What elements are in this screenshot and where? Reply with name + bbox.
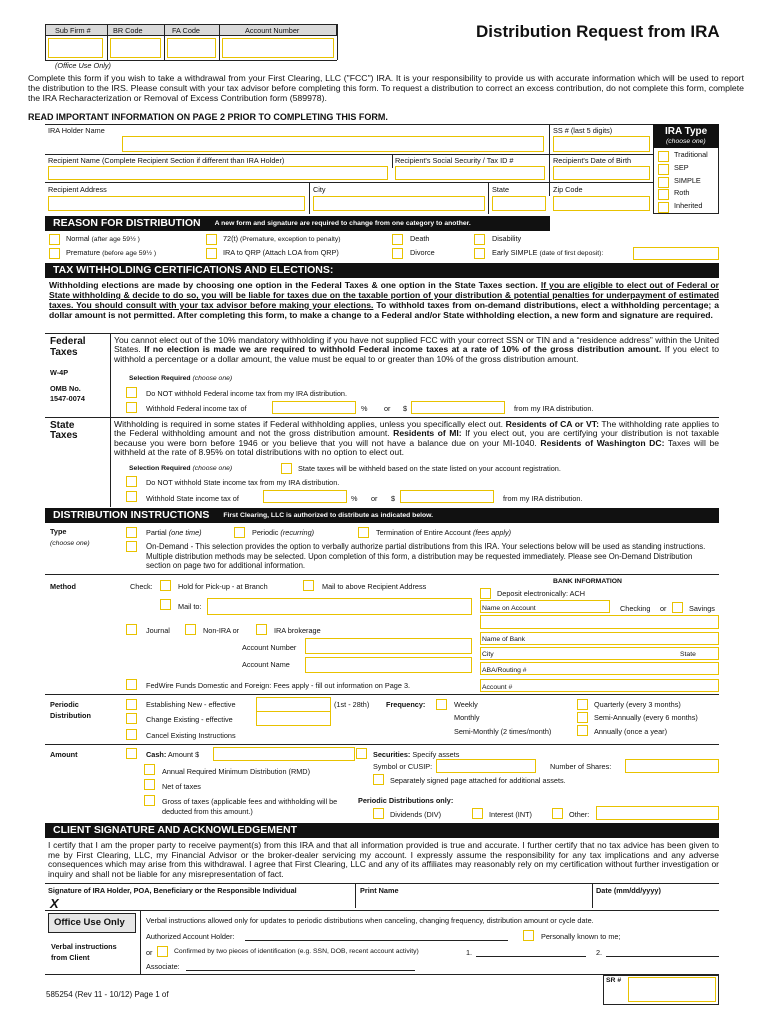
dividends-checkbox[interactable] bbox=[373, 808, 384, 819]
hold-pickup-label: Hold for Pick-up - at Branch bbox=[178, 582, 268, 591]
semi-annually-label: Semi-Annually (every 6 months) bbox=[594, 713, 698, 722]
ira-roth-label: Roth bbox=[674, 188, 690, 197]
id-2-label: 2. bbox=[596, 948, 603, 957]
72t-checkbox[interactable] bbox=[206, 234, 217, 245]
on-demand-text: On-Demand - This selection provides the option to verbally authorize partial distributions from this IRA. Your selections below will be used as standing instructions. Multiple distribution methods may be selected. Upon completion of this form, a distribution may be requested immediately. Please see On-Demand Distribution section on page two for additional information. bbox=[146, 542, 706, 570]
bank-state-label: State bbox=[680, 651, 696, 658]
fedwire-checkbox[interactable] bbox=[126, 679, 137, 690]
state-label-title: State bbox=[50, 420, 75, 431]
non-ira-checkbox[interactable] bbox=[185, 624, 196, 635]
fed-dollar-sign: $ bbox=[403, 404, 408, 413]
change-existing-checkbox[interactable] bbox=[126, 713, 137, 724]
premature-checkbox[interactable] bbox=[49, 248, 60, 259]
signature-x: X bbox=[50, 896, 59, 911]
early-simple-label: Early SIMPLE (date of first deposit): bbox=[492, 248, 604, 257]
gross-taxes-checkbox[interactable] bbox=[144, 795, 155, 806]
savings-label: Savings bbox=[689, 604, 715, 613]
premature-label: Premature (before age 59½ ) bbox=[66, 248, 157, 257]
rmd-checkbox[interactable] bbox=[144, 764, 155, 775]
mail-to-label: Mail to: bbox=[178, 602, 202, 611]
confirmed-id-label: Confirmed by two pieces of identification (e.g. SSN, DOB, recent account activity) bbox=[174, 948, 419, 955]
signature-label: Signature of IRA Holder, POA, Beneficiary or the Responsible Individual bbox=[48, 886, 297, 895]
bank-info-title: BANK INFORMATION bbox=[553, 578, 622, 585]
recipient-name-label: Recipient Name (Complete Recipient Section if different than IRA Holder) bbox=[48, 156, 285, 165]
monthly-label: Monthly bbox=[454, 713, 480, 722]
ss-last5-label: SS # (last 5 digits) bbox=[553, 126, 613, 135]
type-choose: (choose one) bbox=[50, 540, 90, 547]
journal-account-name-field[interactable] bbox=[305, 657, 472, 673]
or-label: or bbox=[146, 948, 153, 957]
separately-label: Separately signed page attached for additional assets. bbox=[390, 776, 566, 785]
no-state-withhold-checkbox[interactable] bbox=[126, 476, 137, 487]
name-of-bank-label: Name of Bank bbox=[482, 636, 526, 643]
fedwire-label: FedWire Funds Domestic and Foreign: Fees apply - fill out information on Page 3. bbox=[146, 681, 411, 690]
ira-sep-checkbox[interactable] bbox=[658, 164, 669, 175]
periodic-dist-label: Periodic bbox=[50, 700, 79, 709]
intro-text: Complete this form if you wish to take a withdrawal from your First Clearing, LLC ("FCC") IRA. It is your responsibility to provide us with accurate information which will be used to report the distribution to the IRS. Please consult with your tax advisor before completing this form. To request a distribution to correct an excess contribution, do not complete this form, complete the IRA Recharacterization or Removal of Excess Contribution form (589978). bbox=[28, 73, 744, 103]
annually-label: Annually (once a year) bbox=[594, 727, 668, 736]
on-demand-checkbox[interactable] bbox=[126, 541, 137, 552]
reason-header: REASON FOR DISTRIBUTION A new form and signature are required to change from one category to another. bbox=[45, 216, 550, 231]
rmd-label: Annual Required Minimum Distribution (RMD) bbox=[162, 767, 311, 776]
semi-annually-checkbox[interactable] bbox=[577, 712, 588, 723]
weekly-label: Weekly bbox=[454, 700, 478, 709]
quarterly-label: Quarterly (every 3 months) bbox=[594, 700, 681, 709]
fed-dollar-field[interactable] bbox=[411, 401, 505, 414]
mail-to-checkbox[interactable] bbox=[160, 599, 171, 610]
mail-above-label: Mail to above Recipient Address bbox=[322, 582, 427, 591]
verbal-allowed-text: Verbal instructions allowed only for updates to periodic distributions when canceling, changing frequency, distribution amount or cycle date. bbox=[146, 916, 594, 925]
semi-monthly-label: Semi-Monthly (2 times/month) bbox=[454, 727, 552, 736]
ira-type-title: IRA Type bbox=[665, 126, 708, 137]
state-percent-field[interactable] bbox=[263, 490, 347, 503]
sub-firm-label: Sub Firm # bbox=[55, 26, 91, 35]
certification-text: I certify that I am the proper party to receive payment(s) from this IRA and that all information provided is true and accurate. I further certify that no tax advice has been given to me by First Clearing, LLC, my Financial Advisor or the broker-dealer servicing my account. I expressly assume the responsibility for any tax implications and any adverse consequences which may arise from this withdrawal. I agree that First Clearing, LLC and any of its affiliates may reasonably rely on my certification without further investigation or inquiry and shall not be liable for any misrepresentation of fact. bbox=[48, 840, 719, 880]
name-on-account-label: Name on Account bbox=[482, 605, 536, 612]
death-checkbox[interactable] bbox=[392, 234, 403, 245]
periodic-checkbox[interactable] bbox=[234, 527, 245, 538]
state-text: Withholding is required in some states if Federal withholding applies, unless you specifically elect out. Residents of CA or VT: The withholding rate applies to the Federal withholding amount and not the gross distribution amount. Residents of MI: If you elect out, you are certifying your distribution is not taxable because you were born before 1946 or you believe that you will not have a balance due on your MI-1040. Residents of Washington DC: Taxes will be withheld at the rate of 8.95% on total distributions with no option to elect out. bbox=[114, 419, 720, 458]
withhold-state-checkbox[interactable] bbox=[126, 491, 137, 502]
partial-checkbox[interactable] bbox=[126, 527, 137, 538]
interest-label: Interest (INT) bbox=[489, 810, 532, 819]
early-simple-date-field[interactable] bbox=[633, 247, 719, 260]
state-based-label: State taxes will be withheld based on the state listed on your account registration. bbox=[298, 464, 561, 473]
federal-label: Federal bbox=[50, 336, 86, 347]
journal-label: Journal bbox=[146, 626, 170, 635]
ira-traditional-checkbox[interactable] bbox=[658, 151, 669, 162]
establishing-checkbox[interactable] bbox=[126, 699, 137, 710]
ss-last5-field[interactable] bbox=[553, 136, 650, 152]
normal-checkbox[interactable] bbox=[49, 234, 60, 245]
date-field[interactable] bbox=[596, 895, 718, 908]
cancel-existing-checkbox[interactable] bbox=[126, 729, 137, 740]
cash-amount-field[interactable] bbox=[213, 747, 355, 761]
checking-label: Checking bbox=[620, 604, 651, 613]
tax-intro: Withholding elections are made by choosing one option in the Federal Taxes & one option in the State Taxes section. If you are eligible to elect out of Federal or State withholding & decide to do so, you will be liable for taxes due on the taxable portion of your distribution & potential penalties for underpayment of estimated taxes. You should consult with your tax advisor before making your elections. To withhold taxes from on-demand distributions, elect a withholding percentage; a dollar amount is not permitted. After completing this form, to make a change to a Federal and/or State withholding election, a new form and signature are required. bbox=[49, 280, 719, 320]
divorce-checkbox[interactable] bbox=[392, 248, 403, 259]
ira-sep-label: SEP bbox=[674, 163, 689, 172]
recipient-ssn-field[interactable] bbox=[395, 166, 545, 180]
cash-checkbox[interactable] bbox=[126, 748, 137, 759]
associate-label: Associate: bbox=[146, 962, 180, 971]
date-range: (1st - 28th) bbox=[334, 700, 370, 709]
72t-label: 72(t) (Premature, exception to penalty) bbox=[223, 234, 341, 243]
print-name-label: Print Name bbox=[360, 886, 399, 895]
signature-field[interactable] bbox=[62, 895, 352, 908]
change-existing-date-field[interactable] bbox=[256, 711, 331, 726]
omb-number: 1547-0074 bbox=[50, 394, 85, 403]
disability-label: Disability bbox=[492, 234, 522, 243]
state-or: or bbox=[371, 494, 378, 503]
ira-inherited-checkbox[interactable] bbox=[658, 202, 669, 213]
ira-simple-label: SIMPLE bbox=[674, 176, 701, 185]
office-use-title: Office Use Only bbox=[54, 917, 125, 928]
city-field[interactable] bbox=[313, 196, 485, 211]
confirmed-id-checkbox[interactable] bbox=[157, 946, 168, 957]
other-label: Other: bbox=[569, 810, 590, 819]
fed-selection-required: Selection Required (choose one) bbox=[129, 375, 233, 382]
periodic-dist-label2: Distribution bbox=[50, 711, 91, 720]
state-dollar-sign: $ bbox=[391, 494, 396, 503]
state-label: State bbox=[492, 185, 510, 194]
method-label: Method bbox=[50, 582, 76, 591]
fed-percent-sign: % bbox=[361, 404, 368, 413]
journal-account-number-label: Account Number bbox=[242, 643, 297, 652]
weekly-checkbox[interactable] bbox=[436, 699, 447, 710]
distribution-header: DISTRIBUTION INSTRUCTIONS First Clearing, LLC is authorized to distribute as indicated below. bbox=[45, 508, 719, 523]
print-name-field[interactable] bbox=[359, 895, 589, 908]
mail-above-checkbox[interactable] bbox=[303, 580, 314, 591]
city-label: City bbox=[313, 185, 326, 194]
state-taxes-label: Taxes bbox=[50, 430, 78, 441]
id-1-label: 1. bbox=[466, 948, 473, 957]
quarterly-checkbox[interactable] bbox=[577, 699, 588, 710]
amount-label: Amount bbox=[50, 750, 78, 759]
normal-label: Normal (after age 59½ ) bbox=[66, 234, 140, 243]
early-simple-checkbox[interactable] bbox=[474, 248, 485, 259]
journal-checkbox[interactable] bbox=[126, 624, 137, 635]
state-selection-required: Selection Required (choose one) bbox=[129, 465, 233, 472]
interest-checkbox[interactable] bbox=[472, 808, 483, 819]
checking-or: or bbox=[660, 604, 667, 613]
omb-label: OMB No. bbox=[50, 384, 81, 393]
shares-field[interactable] bbox=[625, 759, 719, 773]
dividends-label: Dividends (DIV) bbox=[390, 810, 442, 819]
divorce-label: Divorce bbox=[410, 248, 435, 257]
recipient-dob-label: Recipient's Date of Birth bbox=[553, 156, 632, 165]
cash-label: Cash: Amount $ bbox=[146, 750, 200, 759]
state-from-ira: from my IRA distribution. bbox=[503, 494, 583, 503]
state-based-checkbox[interactable] bbox=[281, 463, 292, 474]
fa-code-label: FA Code bbox=[172, 26, 200, 35]
sr-field[interactable] bbox=[628, 977, 716, 1002]
federal-taxes-label: Taxes bbox=[50, 347, 78, 358]
ira-type-choose: (choose one) bbox=[666, 138, 706, 145]
bank-account-number-field[interactable] bbox=[480, 679, 719, 692]
partial-label: Partial (one time) bbox=[146, 528, 202, 537]
zip-field[interactable] bbox=[553, 196, 650, 211]
other-field[interactable] bbox=[596, 806, 719, 820]
ach-label: Deposit electronically: ACH bbox=[497, 589, 586, 598]
securities-label: Securities: Specify assets bbox=[373, 750, 460, 759]
other-checkbox[interactable] bbox=[552, 808, 563, 819]
periodic-label: Periodic (recurring) bbox=[252, 528, 315, 537]
journal-account-number-field[interactable] bbox=[305, 638, 472, 654]
qrp-label: IRA to QRP (Attach LOA from QRP) bbox=[223, 248, 339, 257]
ira-brokerage-label: IRA brokerage bbox=[274, 626, 321, 635]
page-title: Distribution Request from IRA bbox=[476, 22, 720, 41]
sub-firm-field[interactable] bbox=[48, 38, 103, 58]
mail-to-field[interactable] bbox=[207, 598, 472, 615]
recipient-ssn-label: Recipient's Social Security / Tax ID # bbox=[395, 156, 514, 165]
tax-header: TAX WITHHOLDING CERTIFICATIONS AND ELECTIONS: bbox=[45, 263, 719, 278]
no-fed-withhold-label: Do NOT withhold Federal income tax from my IRA distribution. bbox=[146, 389, 348, 398]
ira-roth-checkbox[interactable] bbox=[658, 189, 669, 200]
bank-account-name-field[interactable] bbox=[480, 615, 719, 629]
auth-holder-label: Authorized Account Holder: bbox=[146, 932, 235, 941]
fed-percent-field[interactable] bbox=[272, 401, 356, 414]
state-dollar-field[interactable] bbox=[400, 490, 494, 503]
no-fed-withhold-checkbox[interactable] bbox=[126, 387, 137, 398]
ira-brokerage-checkbox[interactable] bbox=[256, 624, 267, 635]
frequency-label: Frequency: bbox=[386, 700, 426, 709]
ira-simple-checkbox[interactable] bbox=[658, 177, 669, 188]
termination-label: Termination of Entire Account (fees apply) bbox=[376, 528, 512, 537]
bank-account-no-label: Account # bbox=[482, 684, 513, 691]
footer-form-number: 585254 (Rev 11 - 10/12) Page 1 of bbox=[46, 990, 169, 999]
office-use-only-note: (Office Use Only) bbox=[55, 61, 111, 70]
federal-text: You cannot elect out of the 10% mandatory withholding if you have not supplied FCC with your correct SSN or TIN and a “residence address” within the United States. If no election is made we are required to withhold Federal income taxes at a rate of 10% of the gross distribution amount. If you elect to withhold a percentage or a dollar amount, the value must be equal to or greater than 10% of the gross distribution amount. bbox=[114, 335, 719, 364]
ira-holder-name-field[interactable] bbox=[122, 136, 544, 152]
state-field[interactable] bbox=[492, 196, 546, 211]
br-code-field[interactable] bbox=[110, 38, 161, 58]
recipient-address-field[interactable] bbox=[48, 196, 305, 211]
separately-checkbox[interactable] bbox=[373, 774, 384, 785]
gross-taxes-label: Gross of taxes (applicable fees and withholding will be deducted from this amount.) bbox=[162, 797, 338, 816]
establishing-label: Establishing New - effective bbox=[146, 700, 236, 709]
withhold-state-label: Withhold State income tax of bbox=[146, 494, 239, 503]
securities-checkbox[interactable] bbox=[356, 748, 367, 759]
withhold-fed-checkbox[interactable] bbox=[126, 402, 137, 413]
verbal-from-label: Verbal instructions bbox=[51, 942, 117, 951]
ira-traditional-label: Traditional bbox=[674, 150, 708, 159]
qrp-checkbox[interactable] bbox=[206, 248, 217, 259]
ira-holder-name-label: IRA Holder Name bbox=[48, 126, 105, 135]
signature-header: CLIENT SIGNATURE AND ACKNOWLEDGEMENT bbox=[45, 823, 719, 838]
termination-checkbox[interactable] bbox=[358, 527, 369, 538]
death-label: Death bbox=[410, 234, 430, 243]
symbol-field[interactable] bbox=[436, 759, 536, 773]
net-taxes-checkbox[interactable] bbox=[144, 779, 155, 790]
check-label: Check: bbox=[130, 582, 153, 591]
date-label: Date (mm/dd/yyyy) bbox=[596, 886, 661, 895]
fed-from-ira: from my IRA distribution. bbox=[514, 404, 594, 413]
w4p-label: W-4P bbox=[50, 368, 69, 377]
ira-inherited-label: Inherited bbox=[674, 201, 703, 210]
recipient-dob-field[interactable] bbox=[553, 166, 650, 180]
cancel-existing-label: Cancel Existing Instructions bbox=[146, 731, 236, 740]
shares-label: Number of Shares: bbox=[550, 762, 612, 771]
type-label: Type bbox=[50, 527, 67, 536]
state-percent-sign: % bbox=[351, 494, 358, 503]
disability-checkbox[interactable] bbox=[474, 234, 485, 245]
recipient-name-field[interactable] bbox=[48, 166, 388, 180]
non-ira-label: Non-IRA or bbox=[203, 626, 240, 635]
net-taxes-label: Net of taxes bbox=[162, 782, 201, 791]
sr-label: SR # bbox=[606, 977, 622, 984]
ach-checkbox[interactable] bbox=[480, 588, 491, 599]
symbol-label: Symbol or CUSIP: bbox=[373, 762, 433, 771]
annually-checkbox[interactable] bbox=[577, 725, 588, 736]
bank-city-label: City bbox=[482, 651, 494, 658]
journal-account-name-label: Account Name bbox=[242, 660, 290, 669]
fed-or: or bbox=[384, 404, 391, 413]
periodic-dist-only: Periodic Distributions only: bbox=[358, 796, 454, 805]
change-existing-label: Change Existing - effective bbox=[146, 715, 233, 724]
read-important: READ IMPORTANT INFORMATION ON PAGE 2 PRIOR TO COMPLETING THIS FORM. bbox=[28, 112, 388, 122]
recipient-address-label: Recipient Address bbox=[48, 185, 107, 194]
withhold-fed-label: Withhold Federal income tax of bbox=[146, 404, 247, 413]
personally-known-checkbox[interactable] bbox=[523, 930, 534, 941]
zip-label: Zip Code bbox=[553, 185, 583, 194]
no-state-withhold-label: Do NOT withhold State income tax from my IRA distribution. bbox=[146, 478, 340, 487]
account-number-field[interactable] bbox=[222, 38, 334, 58]
personally-known-label: Personally known to me; bbox=[541, 932, 621, 941]
fa-code-field[interactable] bbox=[167, 38, 216, 58]
br-code-label: BR Code bbox=[113, 26, 143, 35]
aba-label: ABA/Routing # bbox=[482, 667, 527, 674]
establishing-date-field[interactable] bbox=[256, 697, 331, 712]
from-client-label: from Client bbox=[51, 953, 90, 962]
account-number-label: Account Number bbox=[245, 26, 300, 35]
savings-checkbox[interactable] bbox=[672, 602, 683, 613]
hold-pickup-checkbox[interactable] bbox=[160, 580, 171, 591]
